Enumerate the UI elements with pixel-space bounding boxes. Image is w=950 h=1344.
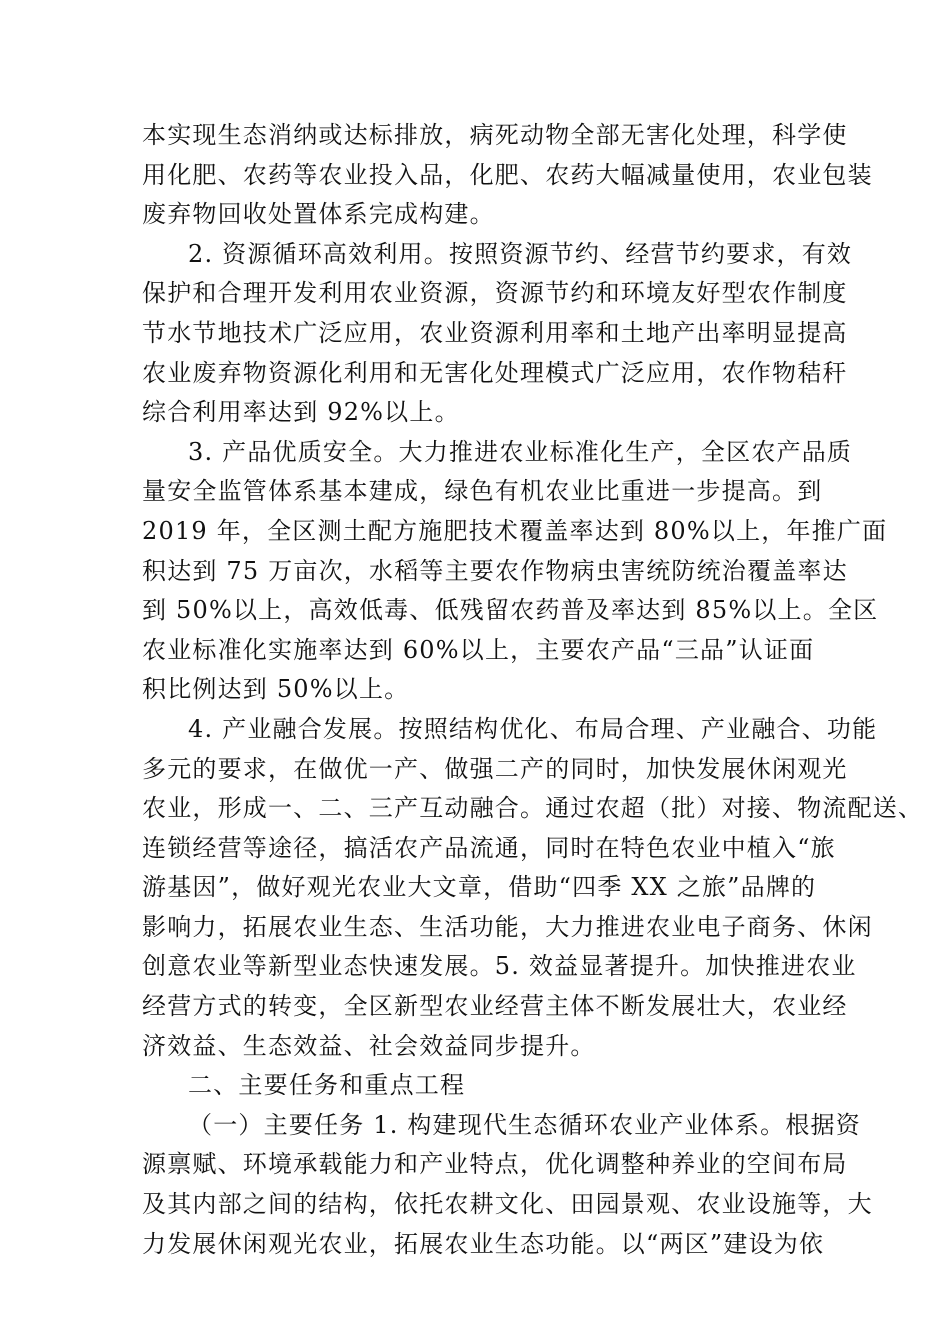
text-line: 保护和合理开发利用农业资源，资源节约和环境友好型农作制度 [142, 279, 848, 308]
paragraph-start-line: 4. 产业融合发展。按照结构优化、布局合理、产业融合、功能 [188, 714, 878, 743]
text-line: 量安全监管体系基本建成，绿色有机农业比重进一步提高。到 [142, 477, 823, 506]
paragraph-start-line: 2. 资源循环高效利用。按照资源节约、经营节约要求，有效 [188, 239, 853, 268]
text-line: 农业，形成一、二、三产互动融合。通过农超（批）对接、物流配送、 [142, 794, 924, 823]
text-line: 积达到 75 万亩次，水稻等主要农作物病虫害统防统治覆盖率达 [142, 556, 848, 585]
text-line: 游基因”，做好观光农业大文章，借助“四季 XX 之旅”品牌的 [142, 873, 817, 902]
text-line: 多元的要求，在做优一产、做强二产的同时，加快发展休闲观光 [142, 754, 848, 783]
text-line: 节水节地技术广泛应用，农业资源利用率和土地产出率明显提高 [142, 318, 848, 347]
text-line: 源禀赋、环境承载能力和产业特点，优化调整种养业的空间布局 [142, 1150, 848, 1179]
text-line: 连锁经营等途径，搞活农产品流通，同时在特色农业中植入“旅 [142, 833, 836, 862]
text-line: 本实现生态消纳或达标排放，病死动物全部无害化处理，科学使 [142, 121, 848, 149]
text-line: 影响力，拓展农业生态、生活功能，大力推进农业电子商务、休闲 [142, 912, 873, 941]
text-line: 综合利用率达到 92%以上。 [142, 398, 460, 427]
text-line: 及其内部之间的结构，依托农耕文化、田园景观、农业设施等，大 [142, 1190, 873, 1219]
text-line: 力发展休闲观光农业，拓展农业生态功能。以“两区”建设为依 [142, 1229, 825, 1258]
paragraph-start-line: （一）主要任务 1. 构建现代生态循环农业产业体系。根据资 [188, 1110, 861, 1139]
paragraph-start-line: 3. 产品优质安全。大力推进农业标准化生产，全区农产品质 [188, 437, 853, 466]
text-line: 农业废弃物资源化利用和无害化处理模式广泛应用，农作物秸秆 [142, 358, 848, 387]
text-line: 经营方式的转变，全区新型农业经营主体不断发展壮大，农业经 [142, 992, 848, 1021]
text-line: 济效益、生态效益、社会效益同步提升。 [142, 1031, 596, 1060]
section-heading: 二、主要任务和重点工程 [188, 1071, 466, 1100]
text-line: 积比例达到 50%以上。 [142, 675, 410, 704]
text-line: 2019 年，全区测土配方施肥技术覆盖率达到 80%以上，年推广面 [142, 516, 888, 545]
text-line: 创意农业等新型业态快速发展。5. 效益显著提升。加快推进农业 [142, 952, 857, 981]
text-line: 农业标准化实施率达到 60%以上，主要农产品“三品”认证面 [142, 635, 815, 664]
body-text [142, 116, 924, 1264]
text-line: 到 50%以上，高效低毒、低残留农药普及率达到 85%以上。全区 [142, 596, 879, 625]
text-line: 废弃物回收处置体系完成构建。 [142, 200, 495, 229]
text-line: 用化肥、农药等农业投入品，化肥、农药大幅减量使用，农业包装 [142, 160, 873, 189]
